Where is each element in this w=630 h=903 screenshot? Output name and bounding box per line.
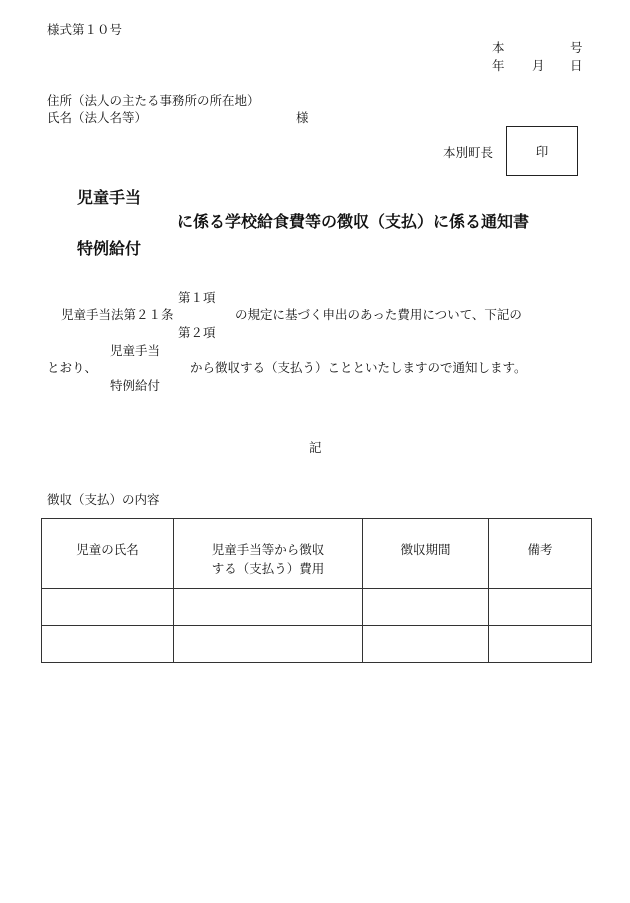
header-child-name: 児童の氏名 xyxy=(42,519,174,589)
table-cell[interactable] xyxy=(489,626,592,663)
document-number-suffix: 号 xyxy=(570,40,583,55)
table-row xyxy=(42,626,592,663)
para2-option-child-allowance: 児童手当 xyxy=(110,343,161,358)
header-period: 徴収期間 xyxy=(363,519,489,589)
table-cell[interactable] xyxy=(42,589,174,626)
table-row xyxy=(42,589,592,626)
para1-option-paragraph1: 第１項 xyxy=(178,290,216,305)
sender-title: 本別町長 xyxy=(443,145,494,160)
para1-prefix: 児童手当法第２１条 xyxy=(61,307,174,322)
date-year-label: 年 xyxy=(492,58,505,73)
header-fee-text: 児童手当等から徴収 する（支払う）費用 xyxy=(211,542,325,576)
table-cell[interactable] xyxy=(363,626,489,663)
form-number: 様式第１０号 xyxy=(47,22,123,37)
addressee-address-label: 住所（法人の主たる事務所の所在地） xyxy=(47,93,260,108)
table-header-row xyxy=(42,519,592,589)
para2-option-special-benefit: 特例給付 xyxy=(110,378,161,393)
para1-suffix: の規定に基づく申出のあった費用について、下記の xyxy=(235,307,522,322)
table-cell[interactable] xyxy=(489,589,592,626)
seal-label: 印 xyxy=(535,144,549,159)
date-month-label: 月 xyxy=(532,58,545,73)
date-day-label: 日 xyxy=(570,58,583,73)
para2-suffix: から徴収する（支払う）ことといたしますので通知します。 xyxy=(190,360,527,375)
title-option-special-benefit: 特例給付 xyxy=(77,239,142,258)
document-title: に係る学校給食費等の徴収（支払）に係る通知書 xyxy=(177,212,530,231)
table-cell[interactable] xyxy=(42,626,174,663)
para1-option-paragraph2: 第２項 xyxy=(178,325,216,340)
header-remarks: 備考 xyxy=(489,519,592,589)
table-cell[interactable] xyxy=(174,626,363,663)
content-table xyxy=(41,518,592,663)
table-cell[interactable] xyxy=(174,589,363,626)
addressee-honorific: 様 xyxy=(296,110,309,125)
table-cell[interactable] xyxy=(363,589,489,626)
addressee-name-label: 氏名（法人名等） xyxy=(47,110,148,125)
ki-heading: 記 xyxy=(309,440,322,455)
document-number-label: 本 xyxy=(492,40,505,55)
title-option-child-allowance: 児童手当 xyxy=(77,188,142,207)
seal-box xyxy=(506,126,578,176)
section-label: 徴収（支払）の内容 xyxy=(47,492,160,507)
para2-prefix: とおり、 xyxy=(47,360,98,375)
header-fee xyxy=(174,519,363,589)
